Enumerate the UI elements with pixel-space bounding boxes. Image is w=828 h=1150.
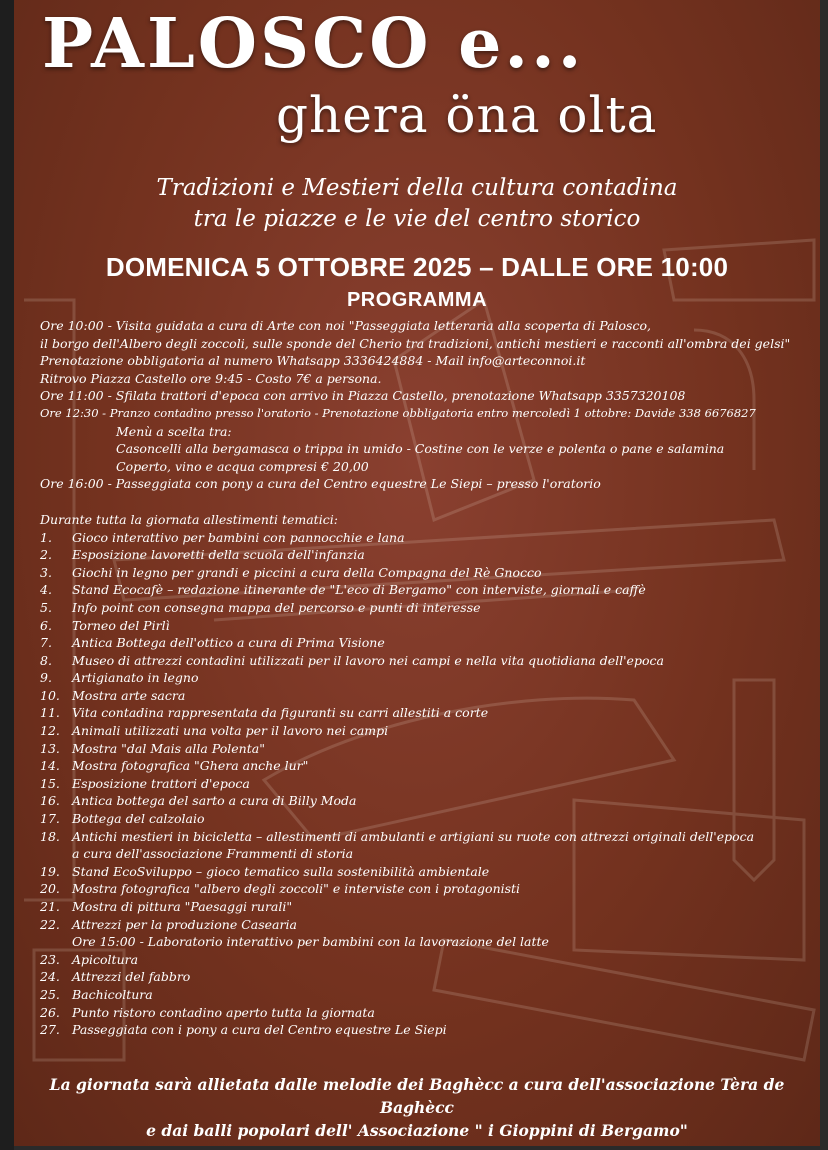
- schedule-line: Ore 11:00 - Sfilata trattori d'epoca con arrivo in Piazza Castello, prenotazione Whatsapp 3357320108: [40, 388, 686, 404]
- activity-text: Stand Ecocafè – redazione itinerante de "L'eco di Bergamo" con interviste, giornali e caffè: [72, 582, 646, 598]
- activity-text: Vita contadina rappresentata da figuranti su carri allestiti a corte: [72, 705, 489, 721]
- activity-text: Ore 15:00 - Laboratorio interattivo per bambini con la lavorazione del latte: [72, 934, 549, 950]
- activity-text: Mostra fotografica "albero degli zoccoli" e interviste con i protagonisti: [72, 881, 521, 897]
- schedule-line: Ore 16:00 - Passeggiata con pony a cura del Centro equestre Le Siepi – presso l'oratorio: [40, 476, 601, 492]
- subtitle-line-1: Tradizioni e Mestieri della cultura contadina: [156, 175, 678, 201]
- activity-text: Artigianato in legno: [72, 670, 199, 686]
- activity-number: 7.: [40, 635, 52, 651]
- activity-text: Gioco interattivo per bambini con pannocchie e lana: [72, 529, 405, 545]
- menu-line: Menù a scelta tra:: [116, 423, 232, 439]
- spacer: [40, 493, 810, 511]
- activities-list: [40, 529, 810, 1039]
- event-title-dialect: ghera öna olta: [276, 86, 658, 144]
- activity-text: Torneo del Pirlì: [72, 617, 170, 633]
- activity-number: 11.: [40, 705, 60, 721]
- activity-text: Esposizione trattori d'epoca: [72, 775, 250, 791]
- activity-item: [40, 740, 810, 758]
- activity-item: [40, 933, 810, 951]
- activity-number: 23.: [40, 951, 60, 967]
- activity-number: 20.: [40, 881, 60, 897]
- activity-item: [40, 1021, 810, 1039]
- activity-number: 9.: [40, 670, 52, 686]
- program-heading: PROGRAMMA: [346, 289, 488, 311]
- activity-item: [40, 687, 810, 705]
- left-border: [0, 0, 14, 1150]
- activity-text: Bachicoltura: [72, 986, 153, 1002]
- event-date: DOMENICA 5 OTTOBRE 2025 – DALLE ORE 10:00: [105, 252, 729, 282]
- activity-text: Apicoltura: [72, 951, 139, 967]
- menu-line: Coperto, vino e acqua compresi € 20,00: [116, 458, 369, 474]
- activity-item: [40, 845, 810, 863]
- activity-number: 24.: [40, 969, 60, 985]
- activity-text: Giochi in legno per grandi e piccini a cura della Compagna del Rè Gnocco: [72, 564, 542, 580]
- activity-text: Esposizione lavoretti della scuola dell'infanzia: [72, 547, 365, 563]
- schedule-line: Ore 12:30 - Pranzo contadino presso l'oratorio - Prenotazione obbligatoria entro mercoledì 1 ottobre: Davide 338 6676827: [40, 405, 756, 420]
- activity-number: 26.: [40, 1004, 60, 1020]
- activity-number: 18.: [40, 828, 60, 844]
- activity-item: [40, 792, 810, 810]
- activity-number: 8.: [40, 652, 52, 668]
- schedule-line: Prenotazione obbligatoria al numero Whatsapp 3336424884 - Mail info@arteconnoi.it: [40, 353, 586, 369]
- activity-text: Animali utilizzati una volta per il lavoro nei campi: [72, 723, 389, 739]
- activity-number: 5.: [40, 599, 52, 615]
- activity-item: [40, 617, 810, 635]
- activity-item: [40, 986, 810, 1004]
- activity-text: Attrezzi per la produzione Casearia: [72, 916, 297, 932]
- footer-line-1: La giornata sarà allietata dalle melodie dei Baghècc a cura dell'associazione Tèra de Baghècc: [49, 1075, 785, 1117]
- activity-item: [40, 581, 810, 599]
- activity-number: 4.: [40, 582, 52, 598]
- activity-item: [40, 599, 810, 617]
- activity-text: Museo di attrezzi contadini utilizzati per il lavoro nei campi e nella vita quotidiana dell'epoca: [72, 652, 664, 668]
- activity-item: [40, 564, 810, 582]
- activity-text: Antica bottega del sarto a cura di Billy Moda: [72, 793, 357, 809]
- activity-item: [40, 1004, 810, 1022]
- activity-item: [40, 828, 810, 846]
- schedule-line: Ore 10:00 - Visita guidata a cura di Arte con noi "Passeggiata letteraria alla scoperta di Palosco,: [40, 318, 651, 333]
- activity-item: [40, 810, 810, 828]
- activity-item: [40, 775, 810, 793]
- activity-number: 19.: [40, 863, 60, 879]
- event-poster: [14, 0, 820, 1146]
- activity-number: 12.: [40, 723, 60, 739]
- activity-number: 14.: [40, 758, 60, 774]
- activity-item: [40, 722, 810, 740]
- activity-item: [40, 757, 810, 775]
- activities-intro: Durante tutta la giornata allestimenti tematici:: [40, 511, 338, 527]
- activity-text: Mostra fotografica "Ghera anche lur": [72, 758, 309, 774]
- activity-number: 22.: [40, 916, 60, 932]
- activity-text: Bottega del calzolaio: [72, 811, 205, 827]
- activity-number: 6.: [40, 617, 52, 633]
- activity-text: Mostra arte sacra: [72, 687, 186, 703]
- activity-text: Punto ristoro contadino aperto tutta la giornata: [72, 1004, 375, 1020]
- activity-item: [40, 704, 810, 722]
- footer-line-2: e dai balli popolari dell' Associazione " i Gioppini di Bergamo": [146, 1121, 688, 1140]
- activity-text: Info point con consegna mappa del percorso e punti di interesse: [72, 599, 481, 615]
- activity-text: Stand EcoSviluppo – gioco tematico sulla sostenibilità ambientale: [72, 863, 490, 879]
- program-body: [40, 317, 810, 1039]
- activity-number: 3.: [40, 564, 52, 580]
- activity-text: Antichi mestieri in bicicletta – allestimenti di ambulanti e artigiani su ruote con attrezzi originali dell'epoca: [72, 828, 755, 844]
- activity-number: 25.: [40, 986, 60, 1002]
- activity-item: [40, 863, 810, 881]
- activity-text: Mostra "dal Mais alla Polenta": [72, 740, 265, 756]
- activity-item: [40, 880, 810, 898]
- schedule-line: il borgo dell'Albero degli zoccoli, sulle sponde del Cherio tra tradizioni, antichi mestieri e racconti all'ombra dei gelsi": [40, 335, 791, 351]
- activity-number: 21.: [40, 899, 60, 914]
- activity-text: a cura dell'associazione Frammenti di storia: [72, 846, 354, 862]
- footer-note: [14, 1073, 820, 1142]
- activity-item: [40, 968, 810, 986]
- event-title: PALOSCO e...: [42, 4, 585, 84]
- activity-item: [40, 529, 810, 547]
- activity-item: [40, 652, 810, 670]
- subtitle-line-2: tra le piazze e le vie del centro storico: [193, 206, 641, 232]
- schedule-line: Ritrovo Piazza Castello ore 9:45 - Costo 7€ a persona.: [40, 370, 382, 386]
- activity-number: 1.: [40, 529, 52, 545]
- activity-item: [40, 898, 810, 916]
- activity-text: Mostra di pittura "Paesaggi rurali": [72, 899, 293, 914]
- activity-number: 13.: [40, 740, 60, 756]
- activity-number: 10.: [40, 687, 60, 703]
- activity-item: [40, 634, 810, 652]
- activity-item: [40, 951, 810, 969]
- activity-number: 27.: [40, 1022, 60, 1038]
- activity-text: Attrezzi del fabbro: [72, 969, 191, 985]
- activity-number: 17.: [40, 811, 60, 827]
- activity-number: 16.: [40, 793, 60, 809]
- activity-item: [40, 546, 810, 564]
- activity-item: [40, 916, 810, 934]
- activity-text: Passeggiata con i pony a cura del Centro equestre Le Siepi: [72, 1022, 447, 1038]
- activity-item: [40, 669, 810, 687]
- activity-number: 2.: [40, 547, 52, 563]
- menu-line: Casoncelli alla bergamasca o trippa in umido - Costine con le verze e polenta o pane e salamina: [116, 441, 725, 457]
- activity-text: Antica Bottega dell'ottico a cura di Prima Visione: [72, 635, 385, 651]
- activity-number: 15.: [40, 775, 60, 791]
